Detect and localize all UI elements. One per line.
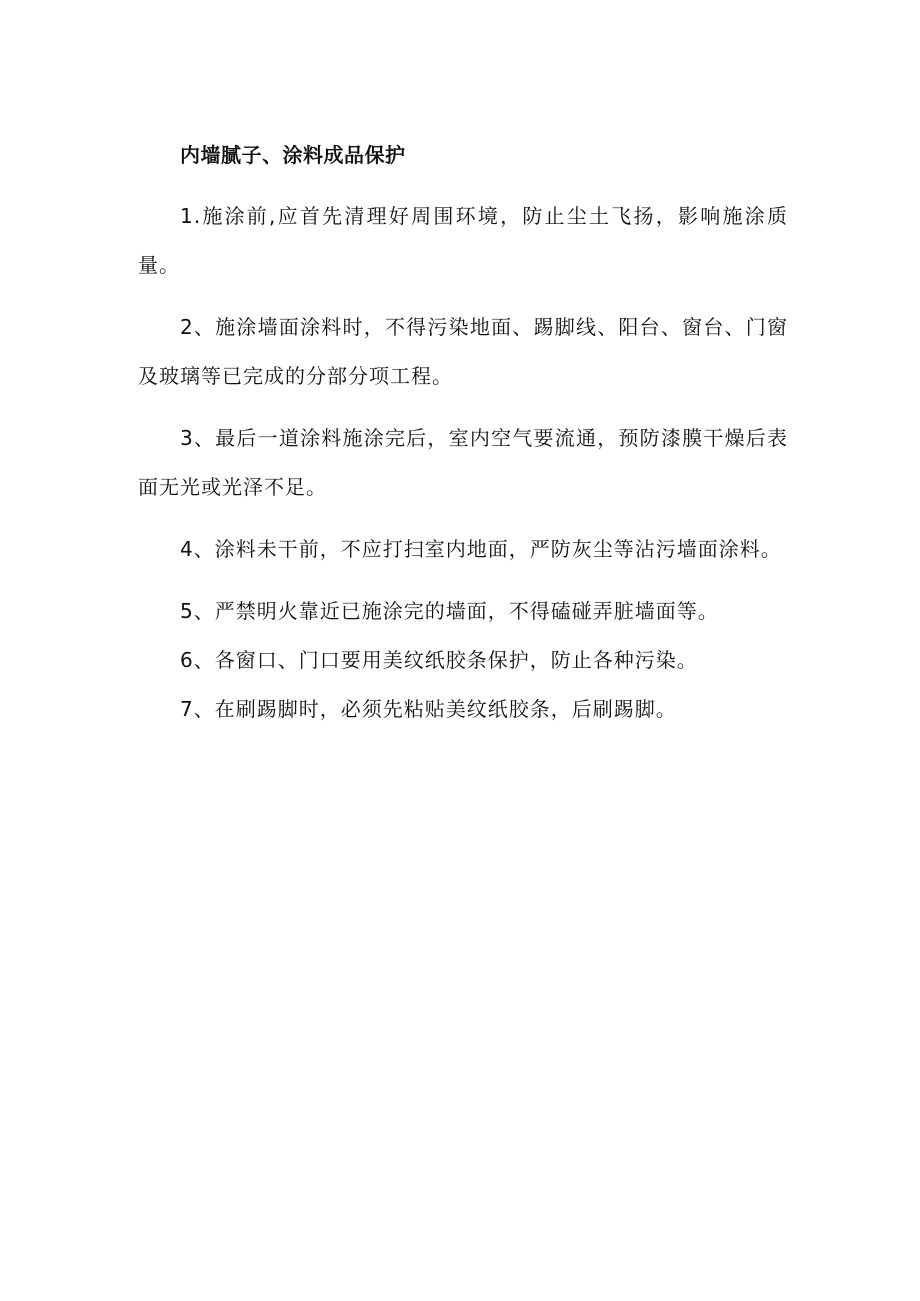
item-3: 3、最后一道涂料施涂完后，室内空气要流通，预防漆膜干燥后表面无光或光泽不足。 <box>138 426 788 499</box>
item-2: 2、施涂墙面涂料时，不得污染地面、踢脚线、阳台、窗台、门窗及玻璃等已完成的分部分项工程。 <box>138 315 788 388</box>
item-5: 5、严禁明火靠近已施涂完的墙面，不得磕碰弄脏墙面等。 <box>180 599 719 623</box>
document-body <box>138 138 788 734</box>
item-1: 1.施涂前,应首先清理好周围环境，防止尘土飞扬，影响施涂质量。 <box>138 204 788 277</box>
item-4: 4、涂料未干前，不应打扫室内地面，严防灰尘等沾污墙面涂料。 <box>180 537 782 561</box>
document-title: 内墙腻子、涂料成品保护 <box>180 143 406 167</box>
item-6: 6、各窗口、门口要用美纹纸胶条保护，防止各种污染。 <box>180 648 698 672</box>
item-7: 7、在刷踢脚时，必须先粘贴美纹纸胶条，后刷踢脚。 <box>180 697 677 721</box>
